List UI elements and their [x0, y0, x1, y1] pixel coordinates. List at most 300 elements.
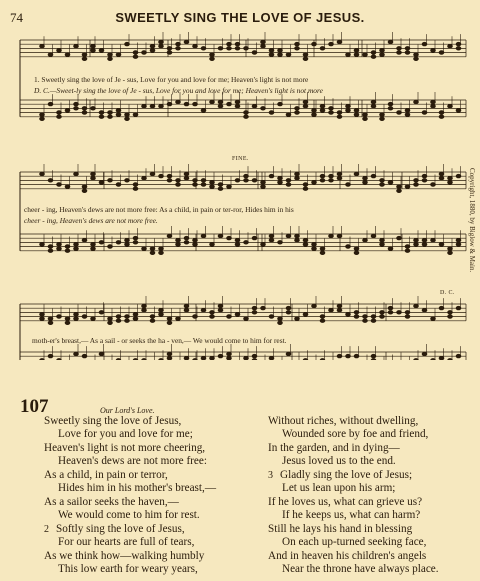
verse-line	[44, 428, 216, 441]
note-head	[278, 317, 283, 320]
note-head	[448, 311, 453, 314]
note-head	[346, 183, 351, 186]
note-head	[397, 311, 402, 314]
note-head	[133, 313, 138, 316]
note-head	[74, 107, 79, 110]
note-head	[414, 243, 419, 246]
note-head	[167, 234, 172, 237]
note-head	[388, 40, 393, 43]
note-head	[261, 45, 266, 48]
note-head	[414, 57, 419, 60]
note-head	[431, 183, 436, 186]
note-head	[388, 181, 393, 184]
verse-number: 2	[44, 523, 49, 535]
note-head	[439, 243, 444, 246]
note-head	[354, 49, 359, 52]
note-head	[116, 113, 121, 116]
note-head	[91, 172, 96, 175]
note-head	[142, 177, 147, 180]
note-head	[235, 313, 240, 316]
note-head	[388, 107, 393, 110]
verse-column-right	[268, 415, 439, 576]
note-head	[303, 105, 308, 108]
note-head	[346, 313, 351, 316]
verse-line	[268, 469, 439, 482]
note-head	[150, 49, 155, 52]
note-head	[235, 47, 240, 50]
note-head	[380, 49, 385, 52]
note-head	[252, 236, 257, 239]
note-head	[380, 113, 385, 116]
note-head	[65, 185, 70, 188]
note-head	[261, 185, 266, 188]
note-head	[82, 57, 87, 60]
note-head	[397, 189, 402, 192]
page-title: SWEETLY SING THE LOVE OF JESUS.	[115, 10, 365, 25]
note-head	[176, 42, 181, 45]
note-head	[65, 53, 70, 56]
note-head	[448, 251, 453, 254]
note-head	[48, 321, 53, 324]
note-head	[329, 234, 334, 237]
note-head	[303, 100, 308, 103]
verse-text: As a child, in pain or terror,	[44, 468, 168, 481]
note-head	[57, 243, 62, 246]
verse-text: Wounded sore by foe and friend,	[282, 428, 429, 441]
note-head	[295, 317, 300, 320]
note-head	[193, 239, 198, 242]
note-head	[405, 249, 410, 252]
note-head	[380, 243, 385, 246]
note-head	[397, 47, 402, 50]
note-head	[337, 172, 342, 175]
note-head	[99, 311, 104, 314]
note-head	[278, 177, 283, 180]
note-head	[439, 357, 444, 360]
note-head	[422, 352, 427, 355]
tune-name: Our Lord's Love.	[100, 406, 155, 415]
note-head	[397, 111, 402, 114]
note-head	[456, 243, 461, 246]
fine-mark: FINE.	[232, 156, 249, 162]
note-head	[193, 183, 198, 186]
note-head	[439, 115, 444, 118]
note-head	[422, 174, 427, 177]
note-head	[286, 306, 291, 309]
note-head	[371, 359, 376, 360]
note-head	[448, 315, 453, 318]
note-head	[261, 306, 266, 309]
note-head	[40, 172, 45, 175]
note-head	[57, 183, 62, 186]
note-head	[82, 354, 87, 357]
note-head	[91, 243, 96, 246]
verse-line	[44, 509, 216, 522]
verse-column-left	[44, 415, 216, 576]
note-head	[184, 357, 189, 360]
note-head	[159, 45, 164, 48]
note-head	[371, 174, 376, 177]
verse-text: Heaven's dews are not more free:	[58, 455, 207, 468]
note-head	[218, 354, 223, 357]
note-head	[448, 105, 453, 108]
note-head	[278, 321, 283, 324]
note-head	[269, 315, 274, 318]
note-head	[414, 100, 419, 103]
note-head	[116, 183, 121, 186]
note-head	[431, 100, 436, 103]
note-head	[252, 354, 257, 357]
note-head	[193, 243, 198, 246]
note-head	[176, 239, 181, 242]
note-head	[99, 352, 104, 355]
note-head	[57, 359, 62, 360]
verse-text: Hides him in his mother's breast,—	[58, 482, 217, 495]
note-head	[48, 179, 53, 182]
verse-text: As we think how—walking humbly	[44, 549, 205, 562]
note-head	[312, 181, 317, 184]
note-head	[337, 234, 342, 237]
note-head	[286, 53, 291, 56]
note-head	[244, 174, 249, 177]
verse-text: On each up-turned seeking face,	[282, 536, 427, 549]
note-head	[176, 100, 181, 103]
note-head	[227, 236, 232, 239]
note-head	[193, 102, 198, 105]
note-head	[244, 111, 249, 114]
note-head	[116, 241, 121, 244]
note-head	[354, 113, 359, 116]
note-head	[303, 187, 308, 190]
note-head	[363, 319, 368, 322]
note-head	[371, 55, 376, 58]
note-head	[456, 354, 461, 357]
verse-text: Without riches, without dwelling,	[268, 415, 419, 427]
note-head	[227, 42, 232, 45]
note-head	[133, 236, 138, 239]
note-head	[125, 239, 130, 242]
note-head	[201, 234, 206, 237]
note-head	[150, 172, 155, 175]
note-head	[354, 109, 359, 112]
note-head	[363, 239, 368, 242]
note-head	[388, 306, 393, 309]
note-head	[380, 315, 385, 318]
note-head	[91, 49, 96, 52]
note-head	[354, 315, 359, 318]
verse-text: For our hearts are full of tears,	[58, 536, 195, 549]
note-head	[91, 247, 96, 250]
note-head	[167, 321, 172, 324]
note-head	[337, 111, 342, 114]
note-head	[456, 306, 461, 309]
note-head	[380, 117, 385, 120]
note-head	[414, 359, 419, 360]
note-head	[142, 309, 147, 312]
note-head	[329, 42, 334, 45]
note-head	[405, 47, 410, 50]
verse-line	[44, 563, 216, 576]
note-head	[48, 317, 53, 320]
note-head	[295, 111, 300, 114]
note-head	[439, 172, 444, 175]
note-head	[363, 177, 368, 180]
note-head	[414, 239, 419, 242]
note-head	[57, 247, 62, 250]
note-head	[456, 47, 461, 50]
note-head	[363, 315, 368, 318]
verse-line	[44, 523, 216, 536]
note-head	[159, 313, 164, 316]
note-head	[82, 315, 87, 318]
note-head	[397, 236, 402, 239]
verse-text: Still he lays his hand in blessing	[268, 522, 413, 535]
note-head	[74, 317, 79, 320]
note-head	[244, 179, 249, 182]
note-head	[269, 174, 274, 177]
note-head	[142, 247, 147, 250]
note-head	[431, 359, 436, 360]
note-head	[150, 247, 155, 250]
note-head	[235, 105, 240, 108]
note-head	[82, 185, 87, 188]
note-head	[235, 42, 240, 45]
note-head	[422, 309, 427, 312]
note-head	[405, 113, 410, 116]
note-head	[167, 51, 172, 54]
verse-text: If he keeps us, what can harm?	[282, 509, 421, 522]
note-head	[414, 183, 419, 186]
note-head	[133, 241, 138, 244]
note-head	[380, 53, 385, 56]
note-head	[320, 47, 325, 50]
verse-line	[44, 550, 216, 563]
note-head	[48, 53, 53, 56]
note-head	[184, 304, 189, 307]
note-head	[244, 115, 249, 118]
note-head	[167, 179, 172, 182]
note-head	[99, 115, 104, 118]
note-head	[320, 251, 325, 254]
note-head	[278, 53, 283, 56]
note-head	[286, 183, 291, 186]
note-head	[269, 239, 274, 242]
note-head	[439, 177, 444, 180]
note-head	[218, 183, 223, 186]
note-head	[295, 47, 300, 50]
note-head	[159, 309, 164, 312]
note-head	[371, 354, 376, 357]
note-head	[210, 100, 215, 103]
note-head	[218, 304, 223, 307]
verse-line	[268, 415, 439, 428]
dc-mark: D. C.	[440, 290, 455, 296]
note-head	[354, 247, 359, 250]
note-head	[252, 105, 257, 108]
note-head	[210, 315, 215, 318]
note-head	[142, 105, 147, 108]
note-head	[269, 357, 274, 360]
note-head	[448, 181, 453, 184]
note-head	[388, 102, 393, 105]
note-head	[176, 179, 181, 182]
note-head	[133, 113, 138, 116]
note-head	[295, 177, 300, 180]
note-head	[210, 185, 215, 188]
note-head	[380, 239, 385, 242]
note-head	[150, 105, 155, 108]
note-head	[99, 241, 104, 244]
note-head	[278, 181, 283, 184]
note-head	[405, 109, 410, 112]
note-head	[116, 319, 121, 322]
note-head	[133, 359, 138, 360]
note-head	[193, 315, 198, 318]
note-head	[48, 245, 53, 248]
note-head	[108, 115, 113, 118]
note-head	[320, 359, 325, 360]
note-head	[405, 245, 410, 248]
note-head	[150, 315, 155, 318]
note-head	[422, 239, 427, 242]
system1-lyric-line1: 1. Sweetly sing the love of Je - sus, Love for you and love for me; Heaven's light is not more	[34, 75, 309, 84]
note-head	[65, 245, 70, 248]
note-head	[176, 47, 181, 50]
note-head	[133, 51, 138, 54]
verse-line	[268, 428, 439, 441]
verse-text: As a sailor seeks the haven,—	[44, 495, 179, 508]
note-head	[456, 174, 461, 177]
note-head	[337, 309, 342, 312]
note-head	[269, 49, 274, 52]
note-head	[346, 53, 351, 56]
note-head	[82, 239, 87, 242]
note-head	[125, 113, 130, 116]
note-head	[48, 102, 53, 105]
hymn-number: 107	[20, 396, 49, 417]
note-head	[337, 304, 342, 307]
note-head	[57, 315, 62, 318]
verse-line	[268, 563, 439, 576]
note-head	[108, 53, 113, 56]
note-head	[125, 179, 130, 182]
note-head	[210, 243, 215, 246]
note-head	[184, 40, 189, 43]
note-head	[82, 53, 87, 56]
note-head	[167, 47, 172, 50]
note-head	[303, 57, 308, 60]
note-head	[218, 105, 223, 108]
note-head	[422, 243, 427, 246]
note-head	[354, 354, 359, 357]
note-head	[167, 317, 172, 320]
note-head	[57, 111, 62, 114]
verse-text: Heaven's light is not more cheering,	[44, 441, 206, 454]
note-head	[91, 45, 96, 48]
note-head	[184, 309, 189, 312]
note-head	[363, 181, 368, 184]
note-head	[201, 109, 206, 112]
verse-line	[268, 442, 439, 455]
note-head	[40, 359, 45, 360]
note-head	[278, 241, 283, 244]
note-head	[269, 53, 274, 56]
note-head	[176, 317, 181, 320]
note-head	[235, 243, 240, 246]
note-head	[303, 183, 308, 186]
note-head	[320, 179, 325, 182]
note-head	[244, 47, 249, 50]
note-head	[431, 105, 436, 108]
note-head	[82, 107, 87, 110]
note-head	[74, 172, 79, 175]
note-head	[295, 172, 300, 175]
note-head	[218, 309, 223, 312]
note-head	[176, 243, 181, 246]
note-head	[91, 177, 96, 180]
verse-line	[44, 536, 216, 549]
verse-line	[44, 496, 216, 509]
note-head	[193, 45, 198, 48]
note-head	[320, 315, 325, 318]
note-head	[312, 109, 317, 112]
note-head	[286, 113, 291, 116]
note-head	[48, 249, 53, 252]
note-head	[227, 185, 232, 188]
note-head	[303, 313, 308, 316]
verse-line	[44, 415, 216, 428]
note-head	[312, 113, 317, 116]
verse-text: And in heaven his children's angels	[268, 549, 427, 562]
note-head	[329, 179, 334, 182]
note-head	[414, 179, 419, 182]
note-head	[176, 183, 181, 186]
note-head	[235, 100, 240, 103]
note-head	[329, 107, 334, 110]
note-head	[184, 102, 189, 105]
note-head	[159, 174, 164, 177]
note-head	[218, 47, 223, 50]
note-head	[278, 102, 283, 105]
note-head	[320, 109, 325, 112]
verse-line	[268, 509, 439, 522]
note-head	[40, 243, 45, 246]
note-head	[210, 357, 215, 360]
note-head	[252, 359, 257, 360]
note-head	[133, 55, 138, 58]
note-head	[244, 241, 249, 244]
note-head	[125, 319, 130, 322]
note-head	[150, 45, 155, 48]
note-head	[252, 51, 257, 54]
note-head	[133, 183, 138, 186]
verse-text: We would come to him for rest.	[58, 509, 200, 522]
note-head	[184, 177, 189, 180]
note-head	[329, 174, 334, 177]
note-head	[346, 354, 351, 357]
note-head	[82, 189, 87, 192]
note-head	[116, 109, 121, 112]
note-head	[312, 247, 317, 250]
note-head	[116, 315, 121, 318]
note-head	[363, 113, 368, 116]
note-head	[227, 47, 232, 50]
verse-number: 3	[268, 469, 273, 481]
note-head	[65, 317, 70, 320]
note-head	[295, 42, 300, 45]
note-head	[405, 185, 410, 188]
note-head	[74, 247, 79, 250]
